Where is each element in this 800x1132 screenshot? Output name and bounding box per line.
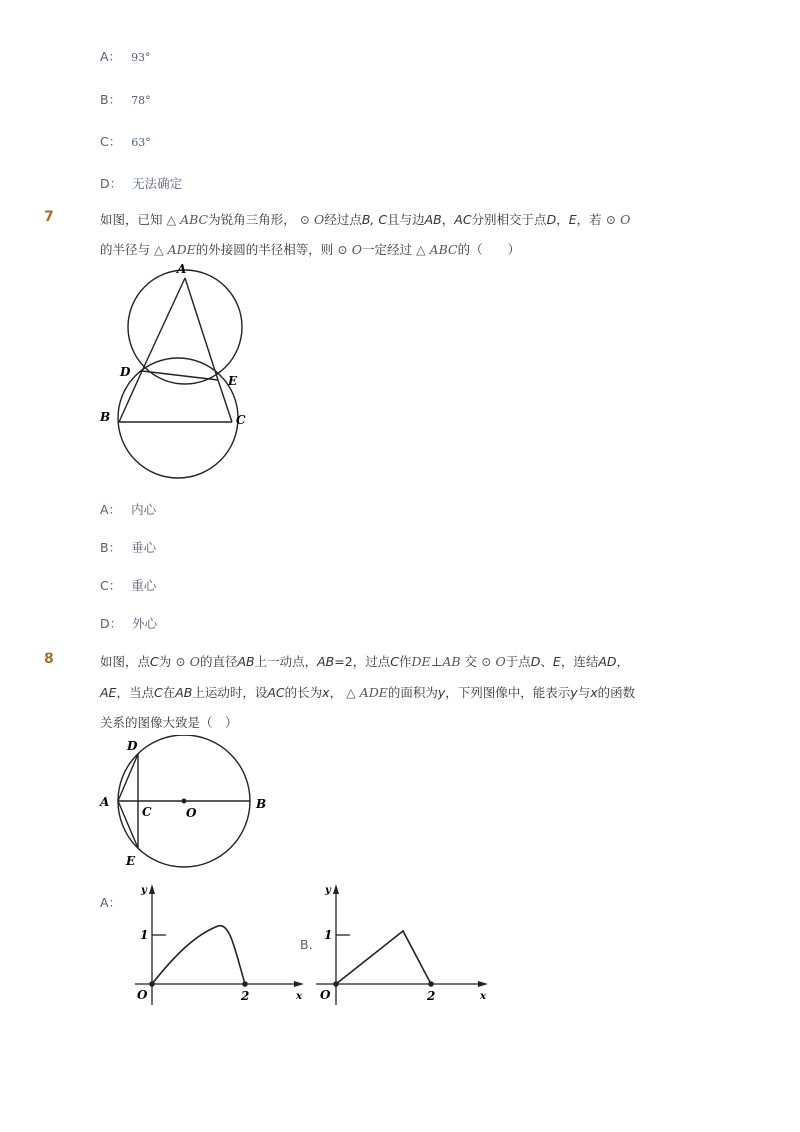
option-value: 内心 bbox=[131, 502, 157, 517]
text: ， bbox=[616, 654, 630, 669]
text: ， bbox=[329, 685, 343, 700]
option-value: 外心 bbox=[132, 616, 158, 631]
origin-label: O bbox=[320, 988, 331, 1002]
option-label: A： bbox=[100, 49, 122, 64]
segment-ad bbox=[142, 278, 185, 371]
x-arrow bbox=[478, 981, 488, 987]
origin-point bbox=[149, 981, 155, 987]
segment-ad bbox=[118, 754, 138, 801]
option-value: 重心 bbox=[131, 578, 157, 593]
question-8-figure bbox=[95, 735, 275, 870]
math: y bbox=[437, 685, 446, 700]
math: E bbox=[552, 654, 561, 669]
text: 如图，点 bbox=[100, 654, 151, 669]
option-value: 无法确定 bbox=[132, 176, 183, 191]
text: 为锐角三角形， bbox=[208, 212, 296, 227]
math: C bbox=[150, 654, 159, 669]
segment-ae bbox=[185, 278, 218, 380]
math: AB bbox=[424, 212, 442, 227]
option-value: 78° bbox=[131, 94, 151, 107]
math: ⊙ O bbox=[337, 242, 362, 257]
math: AC bbox=[454, 212, 472, 227]
question-8-text-line3: 关系的图像大致是（ ） bbox=[100, 715, 238, 730]
option-b-prev[interactable] bbox=[100, 90, 151, 108]
end-point bbox=[242, 981, 248, 987]
option-label: D： bbox=[100, 616, 123, 631]
tick-label-one: 1 bbox=[324, 928, 333, 942]
math: △ ADE bbox=[346, 685, 388, 700]
math: x bbox=[322, 685, 330, 700]
text: 分别相交于点 bbox=[471, 212, 547, 227]
label-d: D bbox=[127, 739, 138, 753]
math: ⊙ O bbox=[299, 212, 325, 227]
option-a-prev[interactable] bbox=[100, 47, 151, 65]
text: 的（ ） bbox=[457, 242, 521, 257]
segment-ae bbox=[118, 801, 138, 848]
text: 如图，已知 bbox=[100, 212, 163, 227]
math: C bbox=[390, 654, 399, 669]
option-value: 垂心 bbox=[131, 540, 157, 555]
question-8-text-line2 bbox=[100, 683, 635, 701]
label-b: B bbox=[100, 410, 111, 424]
option-d[interactable] bbox=[100, 614, 157, 632]
upper-circle bbox=[128, 270, 242, 384]
option-b-graph[interactable] bbox=[312, 880, 492, 1005]
option-label: B： bbox=[100, 92, 122, 107]
text: ， bbox=[556, 212, 569, 227]
math: AB bbox=[175, 685, 193, 700]
origin-label: O bbox=[137, 988, 148, 1002]
math: C bbox=[153, 685, 163, 700]
x-axis-label: x bbox=[296, 991, 302, 1002]
end-point bbox=[428, 981, 434, 987]
label-a: A bbox=[177, 262, 187, 276]
math: AB bbox=[317, 654, 335, 669]
text: 的外接圆的半径相等，则 bbox=[195, 242, 334, 257]
math: B, C bbox=[361, 212, 388, 227]
math: ⊙ O bbox=[175, 654, 200, 669]
circle-o bbox=[118, 358, 238, 478]
y-arrow bbox=[333, 884, 339, 894]
text: 的面积为 bbox=[387, 685, 438, 700]
text: 上运动时，设 bbox=[192, 685, 268, 700]
text: ，若 bbox=[576, 212, 602, 227]
math: △ ABC bbox=[415, 242, 458, 257]
option-b[interactable] bbox=[100, 538, 156, 556]
text: 、 bbox=[540, 654, 553, 669]
option-c[interactable] bbox=[100, 576, 156, 594]
question-7-text-line1 bbox=[100, 210, 630, 228]
text: =2，过点 bbox=[334, 654, 391, 669]
option-label: C： bbox=[100, 134, 122, 149]
option-a[interactable] bbox=[100, 500, 156, 518]
text: 的半径与 bbox=[100, 242, 151, 257]
x-arrow bbox=[294, 981, 304, 987]
math: △ ABC bbox=[166, 212, 209, 227]
math: x bbox=[590, 685, 598, 700]
math: AE bbox=[100, 685, 117, 700]
center-point bbox=[182, 799, 187, 804]
y-arrow bbox=[149, 884, 155, 894]
text: 作 bbox=[398, 654, 412, 669]
label-a: A bbox=[100, 795, 110, 809]
option-label: B： bbox=[100, 540, 122, 555]
question-8-text-line1 bbox=[100, 652, 629, 670]
text: ，下列图像中，能表示 bbox=[445, 685, 571, 700]
option-d-prev[interactable] bbox=[100, 174, 182, 192]
question-number: 7 bbox=[44, 209, 54, 225]
option-value: 63° bbox=[131, 136, 151, 149]
text: 经过点 bbox=[324, 212, 362, 227]
label-o: O bbox=[186, 806, 197, 820]
y-axis-label: y bbox=[325, 885, 331, 896]
text: 且与边 bbox=[387, 212, 425, 227]
text: 于点 bbox=[505, 654, 531, 669]
math: D bbox=[530, 654, 541, 669]
segment-de bbox=[142, 371, 218, 380]
text: ，当点 bbox=[116, 685, 154, 700]
option-label: D： bbox=[100, 176, 123, 191]
math: E bbox=[568, 212, 577, 227]
origin-point bbox=[333, 981, 339, 987]
text: 上一动点， bbox=[254, 654, 318, 669]
label-c: C bbox=[142, 805, 152, 819]
math: △ ADE bbox=[154, 242, 196, 257]
math: ⊙ O bbox=[481, 654, 506, 669]
math: D bbox=[546, 212, 557, 227]
question-7-figure bbox=[95, 258, 265, 480]
text: ， bbox=[441, 212, 455, 227]
text: 一定经过 bbox=[361, 242, 412, 257]
option-value: 93° bbox=[131, 51, 151, 64]
text: 在 bbox=[162, 685, 176, 700]
math: ⊙ O bbox=[605, 212, 631, 227]
label-e: E bbox=[126, 854, 136, 868]
option-label: C： bbox=[100, 578, 122, 593]
option-c-prev[interactable] bbox=[100, 132, 151, 150]
text: 的直径 bbox=[199, 654, 238, 669]
label-b: B bbox=[256, 797, 267, 811]
question-7-text-line2 bbox=[100, 240, 520, 258]
y-axis-label: y bbox=[141, 885, 147, 896]
tick-label-two: 2 bbox=[241, 989, 250, 1003]
tick-label-two: 2 bbox=[427, 989, 436, 1003]
label-e: E bbox=[228, 374, 238, 388]
option-a-graph[interactable] bbox=[130, 880, 305, 1005]
polyline bbox=[336, 931, 431, 984]
x-axis-label: x bbox=[480, 991, 486, 1002]
math: AD bbox=[598, 654, 617, 669]
option-label: A： bbox=[100, 502, 122, 517]
option-a-label[interactable]: A： bbox=[100, 895, 122, 910]
text: 交 bbox=[460, 654, 478, 669]
option-b-label[interactable]: B. bbox=[300, 937, 313, 952]
math: AC bbox=[267, 685, 285, 700]
math: y bbox=[570, 685, 578, 700]
tick-label-one: 1 bbox=[140, 928, 149, 942]
question-number: 8 bbox=[44, 651, 54, 667]
label-c: C bbox=[236, 413, 246, 427]
text: 为 bbox=[158, 654, 172, 669]
math: DE⊥AB bbox=[411, 654, 461, 669]
text: 与 bbox=[577, 685, 591, 700]
text: ，连结 bbox=[560, 654, 599, 669]
math: AB bbox=[237, 654, 255, 669]
text: 的长为 bbox=[284, 685, 323, 700]
label-d: D bbox=[120, 365, 131, 379]
text: 的函数 bbox=[597, 685, 636, 700]
